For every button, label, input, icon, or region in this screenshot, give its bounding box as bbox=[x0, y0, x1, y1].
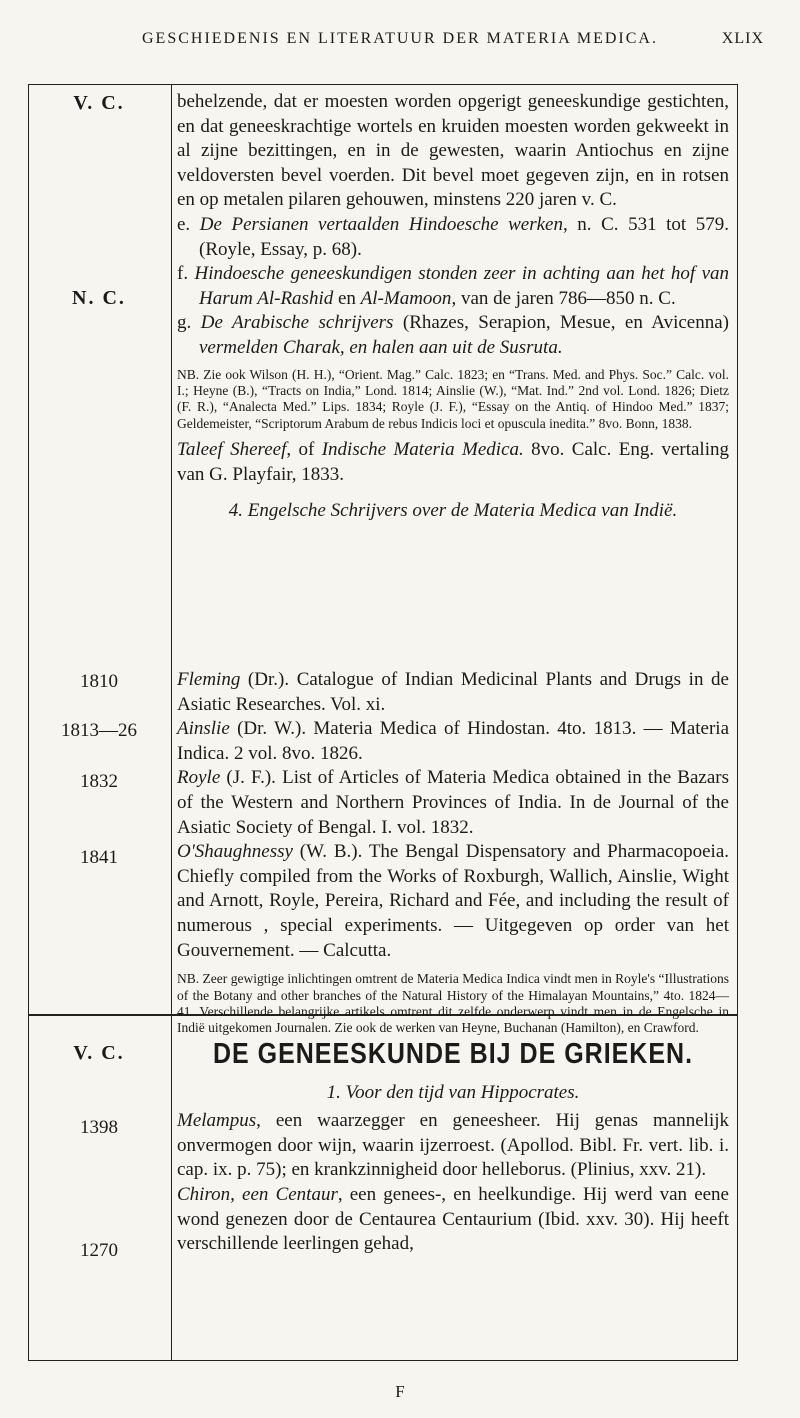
margin-year-1832: 1832 bbox=[80, 771, 118, 792]
main-text-upper bbox=[177, 90, 729, 524]
page-header-title: GESCHIEDENIS EN LITERATUUR DER MATERIA MEDICA. bbox=[142, 30, 658, 47]
item-g: g. De Arabische schrijvers (Rhazes, Serapion, Mesue, en Avicenna) vermelden Charak, en halen aan uit de Susruta. bbox=[177, 312, 729, 358]
entry-chiron: Chiron, een Centaur, een genees-, en heelkundige. Hij werd van eene wond genezen door de Centaurea Centaurium (Ibid. xxv. 30). Hij heeft verschillende leerlingen gehad, bbox=[177, 1183, 729, 1255]
entry-melampus: Melampus, een waarzegger en geneesheer. Hij genas mannelijk onvermogen door wijn, waarin ijzerroest. (Apollod. Bibl. Fr. vert. lib. i. cap. ix. p. 75); en krankzinnigheid door helleborus. (Plinius, xxv. 21). bbox=[177, 1110, 729, 1181]
entry-ainslie: Ainslie (Dr. W.). Materia Medica of Hindostan. 4to. 1813. — Materia Indica. 2 vol. 8vo. 1826. bbox=[177, 718, 729, 764]
margin-year-1270: 1270 bbox=[80, 1240, 118, 1261]
column-divider bbox=[171, 85, 172, 1360]
note-nb-2: NB. Zeer gewigtige inlichtingen omtrent de Materia Medica Indica vindt men in Royle's “Illustrations of the Botany and other branches of the Natural History of the Himalayan Mountains,” 4to. 1824—41. Verschillende belangrijke artikels omtrent dit zelfde onderwerp vindt men in de Engelsche in Indië uitgekomen Journalen. Zie ook de werken van Heyne, Buchanan (Hamilton), en Crawford. bbox=[177, 971, 729, 1036]
taleef-entry: Taleef Shereef, of Indische Materia Medica. 8vo. Calc. Eng. vertaling van G. Playfair, 1833. bbox=[177, 439, 729, 485]
running-head bbox=[0, 30, 800, 48]
page-number: XLIX bbox=[721, 30, 764, 47]
margin-vc-2: V. C. bbox=[73, 1042, 125, 1064]
greek-heading: DE GENEESKUNDE BIJ DE GRIEKEN. bbox=[212, 1037, 694, 1071]
margin-year-1810: 1810 bbox=[80, 671, 118, 692]
margin-nc: N. C. bbox=[72, 287, 126, 309]
entry-oshaughnessy: O'Shaughnessy (W. B.). The Bengal Dispensatory and Pharmacopoeia. Chiefly compiled from the Works of Roxburgh, Wallich, Ainslie, Wight and Arnott, Royle, Pereira, Richard and Fée, and including the result of numerous , special experiments. — Uitgegeven op order van het Gouvernement. — Calcutta. bbox=[177, 841, 729, 961]
note-nb-1: NB. Zie ook Wilson (H. H.), “Orient. Mag.” Calc. 1823; en “Trans. Med. and Phys. Soc.” Calc. vol. I.; Heyne (B.), “Tracts on India,” Lond. 1814; Ainslie (W.), “Mat. Ind.” 2nd vol. Lond. 1826; Dietz (F. R.), “Analecta Med.” Lips. 1834; Royle (J. F.), “Essay on the Antiq. of Hindoo Med.” 1837; Geldemeister, “Scriptorum Arabum de rebus Indicis loci et opuscula inedita.” 8vo. Bonn, 1838. bbox=[177, 366, 729, 431]
bibliography-list bbox=[177, 668, 729, 1037]
margin-year-1398: 1398 bbox=[80, 1117, 118, 1138]
margin-year-1813: 1813—26 bbox=[61, 720, 137, 741]
item-e: e. De Persianen vertaalden Hindoesche werken, n. C. 531 tot 579. (Royle, Essay, p. 68). bbox=[177, 213, 729, 260]
item-f: f. Hindoesche geneeskundigen stonden zeer in achting aan het hof van Harum Al-Rashid en Al-Mamoon, van de jaren 786—850 n. C. bbox=[177, 263, 729, 309]
main-text-lower bbox=[177, 1037, 729, 1257]
signature-mark: F bbox=[395, 1382, 405, 1401]
subheading-hippocrates: 1. Voor den tijd van Hippocrates. bbox=[326, 1081, 580, 1103]
margin-year-1841: 1841 bbox=[80, 847, 118, 868]
entry-fleming: Fleming (Dr.). Catalogue of Indian Medicinal Plants and Drugs in de Asiatic Researches. Vol. xi. bbox=[177, 669, 729, 715]
margin-vc: V. C. bbox=[73, 92, 125, 114]
paragraph: behelzende, dat er moesten worden opgerigt geneeskundige gestichten, en dat geneeskrachtige wortels en kruiden moesten worden gekweekt in al zijne bezittingen, en in de gewesten, waarin Antiochus en zijne veldoversten bevel voerden. Dit bevel moet gegeven zijn, en in rotsen en op metalen pilaren gehouwen, minstens 220 jaren v. C. bbox=[177, 91, 729, 211]
section-4-heading: 4. Engelsche Schrijvers over de Materia Medica van Indië. bbox=[228, 500, 678, 522]
entry-royle: Royle (J. F.). List of Articles of Materia Medica obtained in the Bazars of the Western and Northern Provinces of India. In de Journal of the Asiatic Society of Bengal. I. vol. 1832. bbox=[177, 767, 729, 838]
